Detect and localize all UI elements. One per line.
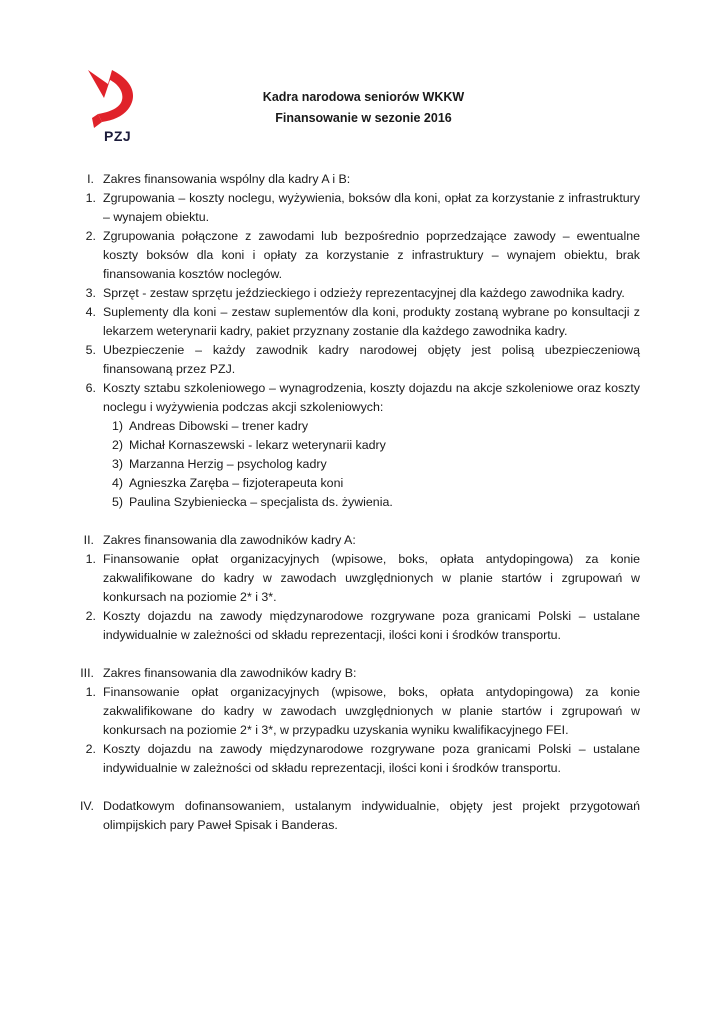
staff-number: 3) [111, 457, 123, 471]
item-number: 1. [85, 191, 96, 205]
section-heading-text: Zakres finansowania wspólny dla kadry A i B: [103, 172, 351, 186]
item-text: Suplementy dla koni – zestaw suplementów dla koni, produkty zostaną wybrane po konsultacji z lekarzem weterynarii kadry, pakiet przyznany zostanie dla każdego zawodnika kadry. [103, 305, 640, 338]
logo-text: PZJ [104, 128, 132, 144]
item-text: Koszty dojazdu na zawody międzynarodowe rozgrywane poza granicami Polski – ustalane indywidualnie w zależności od składu reprezentacji, ilości koni i środków transportu. [103, 609, 640, 642]
staff-number: 5) [111, 495, 123, 509]
title-line-1: Kadra narodowa seniorów WKKW [262, 90, 465, 104]
section-gap [62, 512, 640, 531]
item-text: Koszty dojazdu na zawody międzynarodowe rozgrywane poza granicami Polski – ustalane indywidualnie w zależności od składu reprezentacji, ilości koni i środków transportu. [103, 742, 640, 775]
section-heading [62, 664, 640, 683]
section-heading-text: Zakres finansowania dla zawodników kadry A: [103, 533, 356, 547]
section-1 [62, 170, 640, 512]
staff-number: 4) [111, 476, 123, 490]
list-item [62, 550, 640, 607]
item-number: 2. [85, 229, 96, 243]
item-text: Koszty sztabu szkoleniowego – wynagrodzenia, koszty dojazdu na akcje szkoleniowe oraz koszty noclegu i wyżywienia podczas akcji szkoleniowych: [103, 381, 640, 414]
staff-text: Marzanna Herzig – psycholog kadry [129, 457, 327, 471]
staff-item [62, 417, 640, 436]
staff-text: Michał Kornaszewski - lekarz weterynarii kadry [129, 438, 386, 452]
list-item [62, 379, 640, 417]
item-text: Finansowanie opłat organizacyjnych (wpisowe, boks, opłata antydopingowa) za konie zakwalifikowane do kadry w zawodach uwzględnionych w planie startów i zgrupowań w konkursach na poziomie 2* i 3*. [103, 552, 640, 604]
title-line-2: Finansowanie w sezonie 2016 [275, 111, 452, 125]
section-gap [62, 645, 640, 664]
item-text: Zgrupowania – koszty noclegu, wyżywienia, boksów dla koni, opłat za korzystanie z infrastruktury – wynajem obiektu. [103, 191, 640, 224]
section-gap [62, 778, 640, 797]
item-number: 1. [85, 552, 96, 566]
section-numeral: III. [80, 666, 94, 680]
item-number: 4. [85, 305, 96, 319]
item-text: Zgrupowania połączone z zawodami lub bezpośrednio poprzedzające zawody – ewentualne koszty boksów dla koni i opłaty za korzystanie z infrastruktury – wynajem obiektu, brak finansowania kosztów noclegów. [103, 229, 640, 281]
item-number: 2. [85, 609, 96, 623]
list-item [62, 740, 640, 778]
item-number: 5. [85, 343, 96, 357]
list-item [62, 189, 640, 227]
section-heading-text: Zakres finansowania dla zawodników kadry B: [103, 666, 357, 680]
item-number: 1. [85, 685, 96, 699]
item-text: Ubezpieczenie – każdy zawodnik kadry narodowej objęty jest polisą ubezpieczeniową finansowaną przez PZJ. [103, 343, 640, 376]
staff-number: 2) [111, 438, 123, 452]
item-number: 6. [85, 381, 96, 395]
item-number: 2. [85, 742, 96, 756]
section-numeral: IV. [79, 799, 94, 813]
staff-item [62, 455, 640, 474]
staff-text: Paulina Szybieniecka – specjalista ds. żywienia. [129, 495, 393, 509]
section-2 [62, 531, 640, 645]
list-item [62, 683, 640, 740]
section-3 [62, 664, 640, 778]
section-heading-text: Dodatkowym dofinansowaniem, ustalanym indywidualnie, objęty jest projekt przygotowań olimpijskich pary Paweł Spisak i Banderas. [103, 799, 640, 832]
list-item [62, 227, 640, 284]
section-4 [62, 797, 640, 835]
document-body [62, 170, 640, 835]
staff-text: Agnieszka Zaręba – fizjoterapeuta koni [129, 476, 344, 490]
list-item [62, 607, 640, 645]
item-text: Finansowanie opłat organizacyjnych (wpisowe, boks, opłata antydopingowa) za konie zakwalifikowane do kadry w zawodach uwzględnionych w planie startów i zgrupowań w konkursach na poziomie 2* i 3*, w przypadku uzyskania wyniku kwalifikacyjnego FEI. [103, 685, 640, 737]
section-heading [62, 170, 640, 189]
section-heading [62, 797, 640, 835]
list-item [62, 303, 640, 341]
section-heading [62, 531, 640, 550]
list-item [62, 341, 640, 379]
staff-item [62, 493, 640, 512]
staff-item [62, 436, 640, 455]
list-item [62, 284, 640, 303]
item-text: Sprzęt - zestaw sprzętu jeździeckiego i odzieży reprezentacyjnej dla każdego zawodnika kadry. [103, 286, 625, 300]
staff-number: 1) [111, 419, 123, 433]
staff-item [62, 474, 640, 493]
document-title [0, 87, 725, 129]
section-numeral: I. [87, 172, 94, 186]
section-numeral: II. [83, 533, 94, 547]
staff-text: Andreas Dibowski – trener kadry [129, 419, 309, 433]
item-number: 3. [85, 286, 96, 300]
